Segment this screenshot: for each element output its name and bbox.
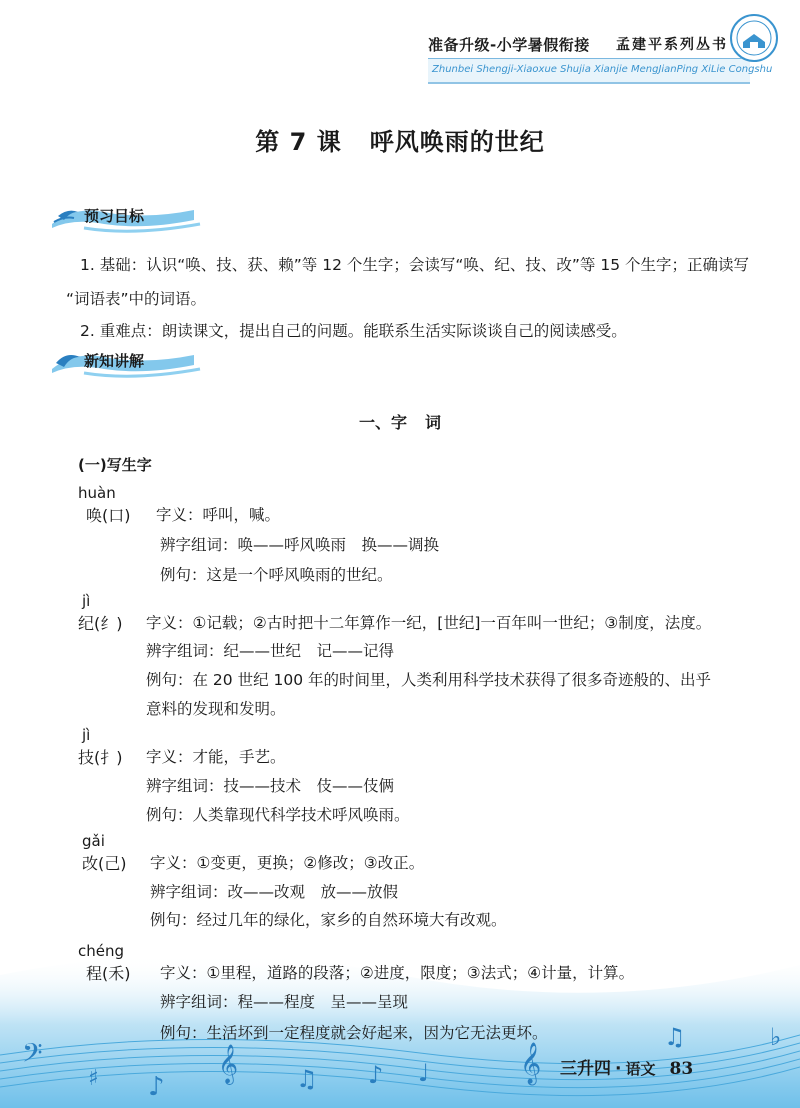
lesson-title	[0, 122, 800, 157]
char-4-example: 例句：经过几年的绿化，家乡的自然环境大有改观。	[150, 911, 507, 929]
svg-text:♫: ♫	[664, 1023, 686, 1051]
char-2-example: 例句：在 20 世纪 100 年的时间里，人类利用科学技术获得了很多奇迹般的、出乎	[146, 671, 712, 689]
header-book-title: 准备升级-小学暑假衔接	[428, 36, 590, 54]
lesson-number: 第 7 课	[255, 128, 342, 156]
header-series: 孟建平系列丛书	[616, 37, 728, 53]
page-footer	[560, 1054, 693, 1079]
char-1-meaning: 字义：呼叫，喊。	[156, 506, 281, 524]
section-heading-objectives: 预习目标	[84, 207, 145, 225]
section-heading-explain: 新知讲解	[84, 352, 145, 370]
char-3-example: 例句：人类靠现代科学技术呼风唤雨。	[146, 806, 410, 824]
char-3-meaning: 字义：才能，手艺。	[146, 748, 286, 766]
header-pinyin: Zhunbei Shengji-Xiaoxue Shujia Xianjie MengJianPing XiLie Congshu	[432, 64, 773, 75]
svg-text:♯: ♯	[88, 1066, 99, 1091]
char-5-compare: 辨字组词：程——程度 呈——呈现	[160, 993, 409, 1011]
char-2-glyph: 纪(纟)	[78, 614, 123, 633]
svg-text:♪: ♪	[148, 1072, 165, 1102]
char-5-pinyin: chéng	[78, 942, 125, 960]
char-3-compare: 辨字组词：技——技术 伎——伎俩	[146, 777, 395, 795]
char-3-glyph: 技(扌)	[78, 748, 123, 767]
char-1-glyph: 唤(口)	[86, 506, 131, 525]
char-4-glyph: 改(己)	[82, 854, 127, 873]
objective-1-line1: 1. 基础：认识“唤、技、获、赖”等 12 个生字；会读写“唤、纪、技、改”等 15 个生字；正确读写	[80, 256, 749, 274]
char-4-pinyin: gǎi	[82, 832, 105, 850]
objective-1	[66, 248, 760, 316]
svg-text:𝄢: 𝄢	[22, 1037, 43, 1075]
svg-text:𝄞: 𝄞	[520, 1043, 542, 1084]
char-1-pinyin: huàn	[78, 484, 116, 502]
lesson-name: 呼风唤雨的世纪	[369, 128, 545, 156]
footer-dot: ·	[615, 1059, 622, 1079]
char-2-meaning: 字义：①记载；②古时把十二年算作一纪，[世纪]一百年叫一世纪；③制度，法度。	[146, 614, 712, 632]
objective-2: 2. 重难点：朗读课文，提出自己的问题。能联系生活实际谈谈自己的阅读感受。	[80, 322, 627, 340]
svg-text:♩: ♩	[418, 1059, 430, 1087]
objective-1-line2: “词语表”中的词语。	[66, 290, 207, 308]
char-3-pinyin: jì	[82, 726, 91, 744]
char-2-compare: 辨字组词：纪——世纪 记——记得	[146, 642, 395, 660]
char-4-compare: 辨字组词：改——改观 放——放假	[150, 883, 399, 901]
char-1-compare: 辨字组词：唤——呼风唤雨 换——调换	[160, 536, 440, 554]
footer-grade: 三升四	[560, 1059, 611, 1079]
section-one-label: 一、字	[358, 413, 407, 432]
char-5-meaning: 字义：①里程，道路的段落；②进度，限度；③法式；④计量，计算。	[160, 964, 635, 982]
section-one-title	[0, 410, 800, 433]
footer-subject: 语文	[625, 1060, 656, 1078]
svg-text:♭: ♭	[770, 1023, 782, 1051]
char-2-example-cont: 意料的发现和发明。	[146, 700, 286, 718]
svg-text:♪: ♪	[368, 1061, 384, 1089]
char-2-pinyin: jì	[82, 592, 91, 610]
page-number: 83	[669, 1059, 694, 1079]
char-4-meaning: 字义：①变更，更换；②修改；③改正。	[150, 854, 425, 872]
series-logo-icon	[728, 12, 780, 64]
char-5-example: 例句：生活坏到一定程度就会好起来，因为它无法更坏。	[160, 1024, 548, 1042]
char-1-example: 例句：这是一个呼风唤雨的世纪。	[160, 566, 393, 584]
section-one-label2: 词	[425, 413, 442, 432]
subsection-write-chars: (一)写生字	[78, 456, 152, 474]
char-5-glyph: 程(禾)	[86, 964, 131, 983]
svg-text:♫: ♫	[296, 1065, 318, 1093]
svg-text:𝄞: 𝄞	[218, 1044, 239, 1084]
